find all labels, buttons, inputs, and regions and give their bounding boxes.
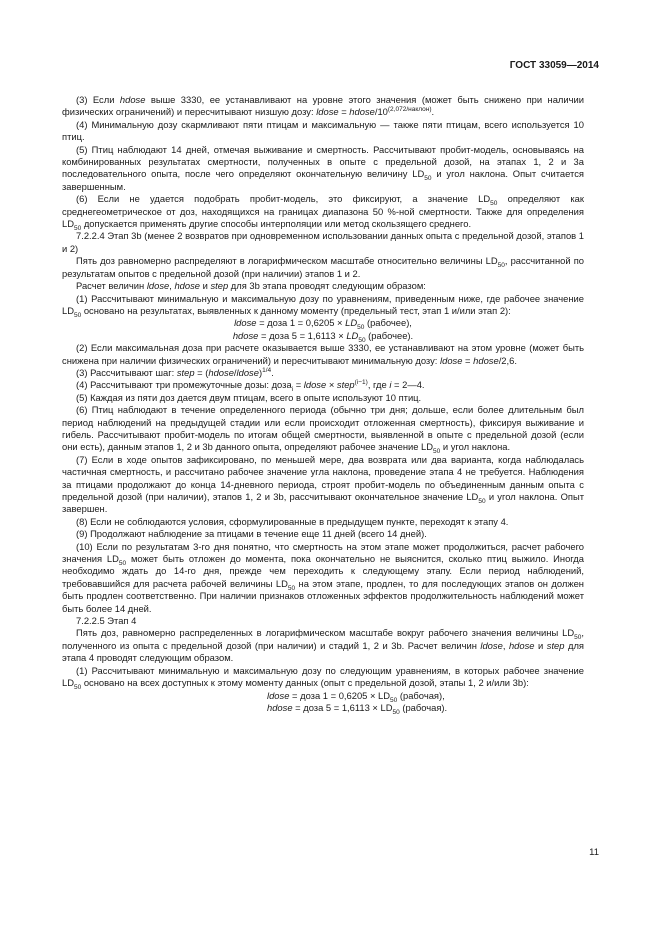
paragraph: (6) Птиц наблюдают в течение определенного периода (обычно три дня; дольше, если более длительным был период наблюдений на предыдущей стадии или если происходит отложенная смертность), фиксируя выживание и гибель. Рассчитывают пробит-модель по итогам общей смертности, выявленной в опыте с предельной дозой (если они есть), данным этапов 1, 2 и 3b данного опыта, определяют рабочее значение $LD_{50}$ и угол наклона. bbox=[62, 404, 584, 456]
paragraph: Пять доз, равномерно распределенных в логарифмическом масштабе вокруг рабочего значения величины $LD_{50}$, полученного из опыта с предельной дозой (при наличии) и стадий 1, 2 и 3b. Расчет величин ldose, hdose и step для этапа 4 проводят следующим образом. bbox=[62, 627, 585, 664]
paragraph: (4) Рассчитывают три промежуточные дозы: доза$_i$ = ldose × step$^{(i-1)}$, где i = 2—4. bbox=[76, 379, 425, 394]
paragraph: (5) Птиц наблюдают 14 дней, отмечая выживание и смертность. Рассчитывают пробит-модель, основываясь на комбинированных результатах смертности, полученных в опыте с предельной дозой, на этапах 1, 2 и 3a последовательного опыта, после чего определяют окончательную величину $LD_{50}$ и угол наклона. Опыт считается завершенным. bbox=[62, 143, 584, 192]
equation: ldose = доза $1 = 0,6205 \times LD_{50}$ (рабочее), bbox=[234, 317, 412, 332]
paragraph: (6) Если не удается подобрать пробит-модель, это фиксируют, а значение $LD_{50}$ определяют как среднегеометрическое от доз, находящихся на границах диапазона 50 %-ной смертности. Также для определения $LD_{50}$ допускается применять другие способы интерполяции или метод скользящего среднего. bbox=[62, 193, 584, 232]
paragraph: (8) Если не соблюдаются условия, сформулированные в предыдущем пункте, переходят к этапу 4. bbox=[76, 515, 509, 527]
equation: hdose = доза $5 = 1,6113 \times LD_{50}$ (рабочее). bbox=[232, 329, 414, 344]
section-heading: 7.2.2.4 Этап 3b (менее 2 возвратов при одновременном использовании данных опыта с предельной дозой, этапов 1 и 2) bbox=[62, 230, 584, 254]
paragraph: (3) Рассчитывают шаг: step = (hdose/ldose)$^{1/4}$. bbox=[76, 366, 274, 378]
paragraph: (1) Рассчитывают минимальную и максимальную дозу по уравнениям, приведенным ниже, где рабочее значение $LD_{50}$ основано на результатах, выявленных к данному моменту (предельный тест, этап 1 и/или этап 2): bbox=[62, 292, 584, 319]
equation: hdose = доза $5 = 1,6113 \times LD_{50}$ (рабочая). bbox=[267, 701, 448, 716]
standard-number: ГОСТ 33059—2014 bbox=[509, 60, 599, 71]
paragraph: (5) Каждая из пяти доз дается двум птицам, всего в опыте используют 10 птиц. bbox=[76, 391, 422, 403]
paragraph: (7) Если в ходе опытов зафиксировано, по меньшей мере, два возврата или два варианта, когда наблюдалась частичная смертность, и рассчитано рабочее значение угла наклона, проведение этапа 4 не требуется. Наблюдения за птицами продолжают до конца 14-дневного периода, строят пробит-модель по объединенным данным опыта с предельной дозой (при наличии), этапов 1, 2 и 3b, рассчитывают окончательное значение $LD_{50}$ и угол наклона. Опыт завершен. bbox=[62, 453, 584, 515]
paragraph: (3) Если hdose выше 3330, ее устанавливают на уровне этого значения (может быть снижено при наличии физических ограничений) и пересчитывают низшую дозу: ldose = hdose/$10^{(2,072/наклон)}$. bbox=[62, 94, 584, 118]
section-heading: 7.2.2.5 Этап 4 bbox=[76, 615, 137, 627]
paragraph: (4) Минимальную дозу скармливают пяти птицам и максимальную — также пяти птицам, всего используется 10 птиц. bbox=[62, 118, 584, 143]
paragraph: (2) Если максимальная доза при расчете оказывается выше 3330, ее устанавливают на этом уровне (может быть снижена при наличии физических ограничений) и пересчитывают минимальную дозу: ldose = hdose/2,6. bbox=[62, 342, 584, 366]
paragraph: Расчет величин ldose, hdose и step для 3b этапа проводят следующим образом: bbox=[76, 280, 426, 292]
paragraph: (10) Если по результатам 3-го дня понятно, что смертность на этом этапе может продолжиться, расчет рабочего значения $LD_{50}$ может быть отложен до момента, пока окончательно не выяснится, сколько птиц выжило. Иногда необходимо ждать до 14-го дня, прежде чем переходить к следующему этапу. Если период наблюдений, требовавшийся для расчета рабочей величины $LD_{50}$ на этом этапе, продлен, то для последующих этапов он должен быть продлен соответственно. При наличии признаков отложенных эффектов продолжительность наблюдений может быть более 14 дней. bbox=[62, 540, 584, 614]
paragraph: (1) Рассчитывают минимальную и максимальную дозу по следующим уравнениям, в которых рабочее значение $LD_{50}$ основано на всех доступных к этому моменту данных (опыт с предельной дозой, этапы 1, 2 и/или 3b): bbox=[62, 664, 584, 691]
page-number: 11 bbox=[589, 847, 599, 858]
equation: ldose = доза $1 = 0,6205 \times LD_{50}$ (рабочая), bbox=[267, 689, 445, 704]
paragraph: (9) Продолжают наблюдение за птицами в течение еще 11 дней (всего 14 дней). bbox=[76, 528, 427, 540]
document-body bbox=[62, 94, 584, 714]
paragraph: Пять доз равномерно распределяют в логарифмическом масштабе относительно величины $LD_{50}$, рассчитанной по результатам опытов с предельной дозой (при наличии) этапов 1 и 2. bbox=[62, 255, 584, 279]
